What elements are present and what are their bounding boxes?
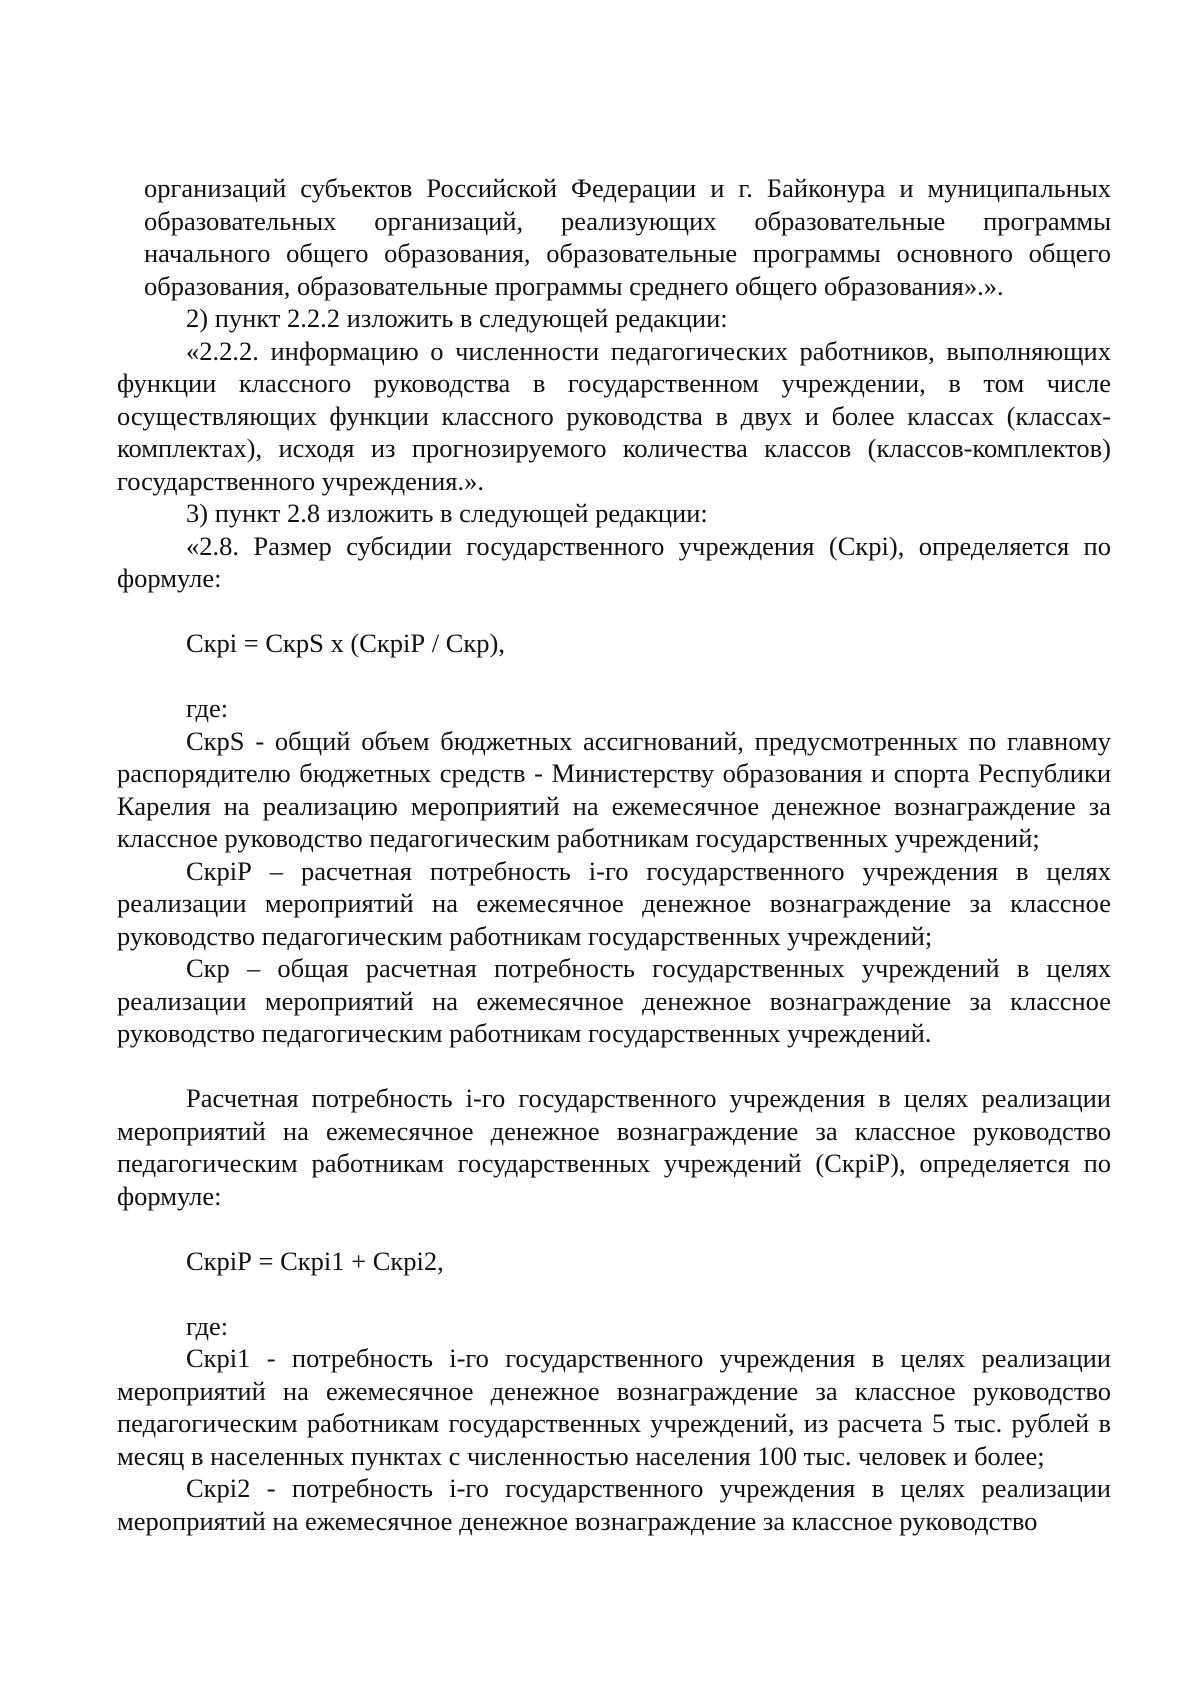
definition-skr: Скр – общая расчетная потребность государственных учреждений в целях реализации мероприятий на ежемесячное денежное вознаграждение за классное руководство педагогическим работникам государственных учреждений.: [117, 953, 1111, 1048]
blank-line: [117, 1212, 1111, 1245]
blank-line: [117, 1277, 1111, 1310]
where-label: где:: [186, 693, 229, 723]
blank-line: [117, 1050, 1111, 1083]
paragraph-2-2-2: «2.2.2. информацию о численности педагогических работников, выполняющих функции классного руководства в государственном учреждении, в том числе осуществляющих функции классного руководства в двух и более классах (классах-комплектах), исходя из прогнозируемого количества классов (классов-комплектов) государственного учреждения.».: [117, 335, 1111, 496]
paragraph-2-8: «2.8. Размер субсидии государственного учреждения (Скрi), определяется по формуле:: [117, 530, 1111, 593]
paragraph-item-3: 3) пункт 2.8 изложить в следующей редакции:: [186, 498, 708, 528]
where-label: где:: [186, 1310, 229, 1341]
definition-skrs: СкрS - общий объем бюджетных ассигнований, предусмотренных по главному распорядителю бюджетных средств - Министерству образования и спорта Республики Карелия на реализацию мероприятий на ежемесячное денежное вознаграждение за классное руководство педагогическим работникам государственных учреждений;: [117, 725, 1111, 853]
blank-line: [117, 660, 1111, 693]
definition-skri1: Скрi1 - потребность i-го государственного учреждения в целях реализации мероприятий на ежемесячное денежное вознаграждение за классное руководство педагогическим работникам государственных учреждений, из расчета 5 тыс. рублей в месяц в населенных пунктах с численностью населения 100 тыс. человек и более;: [117, 1343, 1111, 1471]
formula-skri: Скрi = СкрS x (СкрiР / Скр),: [186, 628, 505, 658]
document-body: [117, 172, 1111, 1537]
paragraph-calculated-need: Расчетная потребность i-го государственного учреждения в целях реализации мероприятий на ежемесячное денежное вознаграждение за классное руководство педагогическим работникам государственных учреждений (СкрiР), определяется по формуле:: [117, 1083, 1111, 1211]
definition-skrip: СкрiР – расчетная потребность i-го государственного учреждения в целях реализации мероприятий на ежемесячное денежное вознаграждение за классное руководство педагогическим работникам государственных учреждений;: [117, 855, 1111, 951]
blank-line: [117, 595, 1111, 628]
paragraph-continuation: организаций субъектов Российской Федерации и г. Байконура и муниципальных образовательных организаций, реализующих образовательные программы начального общего образования, образовательные программы основного общего образования, образовательные программы среднего общего образования».».: [144, 173, 1111, 301]
paragraph-item-2: 2) пункт 2.2.2 изложить в следующей редакции:: [186, 303, 728, 333]
definition-skri2: Скрi2 - потребность i-го государственного учреждения в целях реализации мероприятий на ежемесячное денежное вознаграждение за классное руководство: [117, 1473, 1111, 1536]
formula-skrip: СкрiР = Скрi1 + Скрi2,: [186, 1245, 444, 1276]
